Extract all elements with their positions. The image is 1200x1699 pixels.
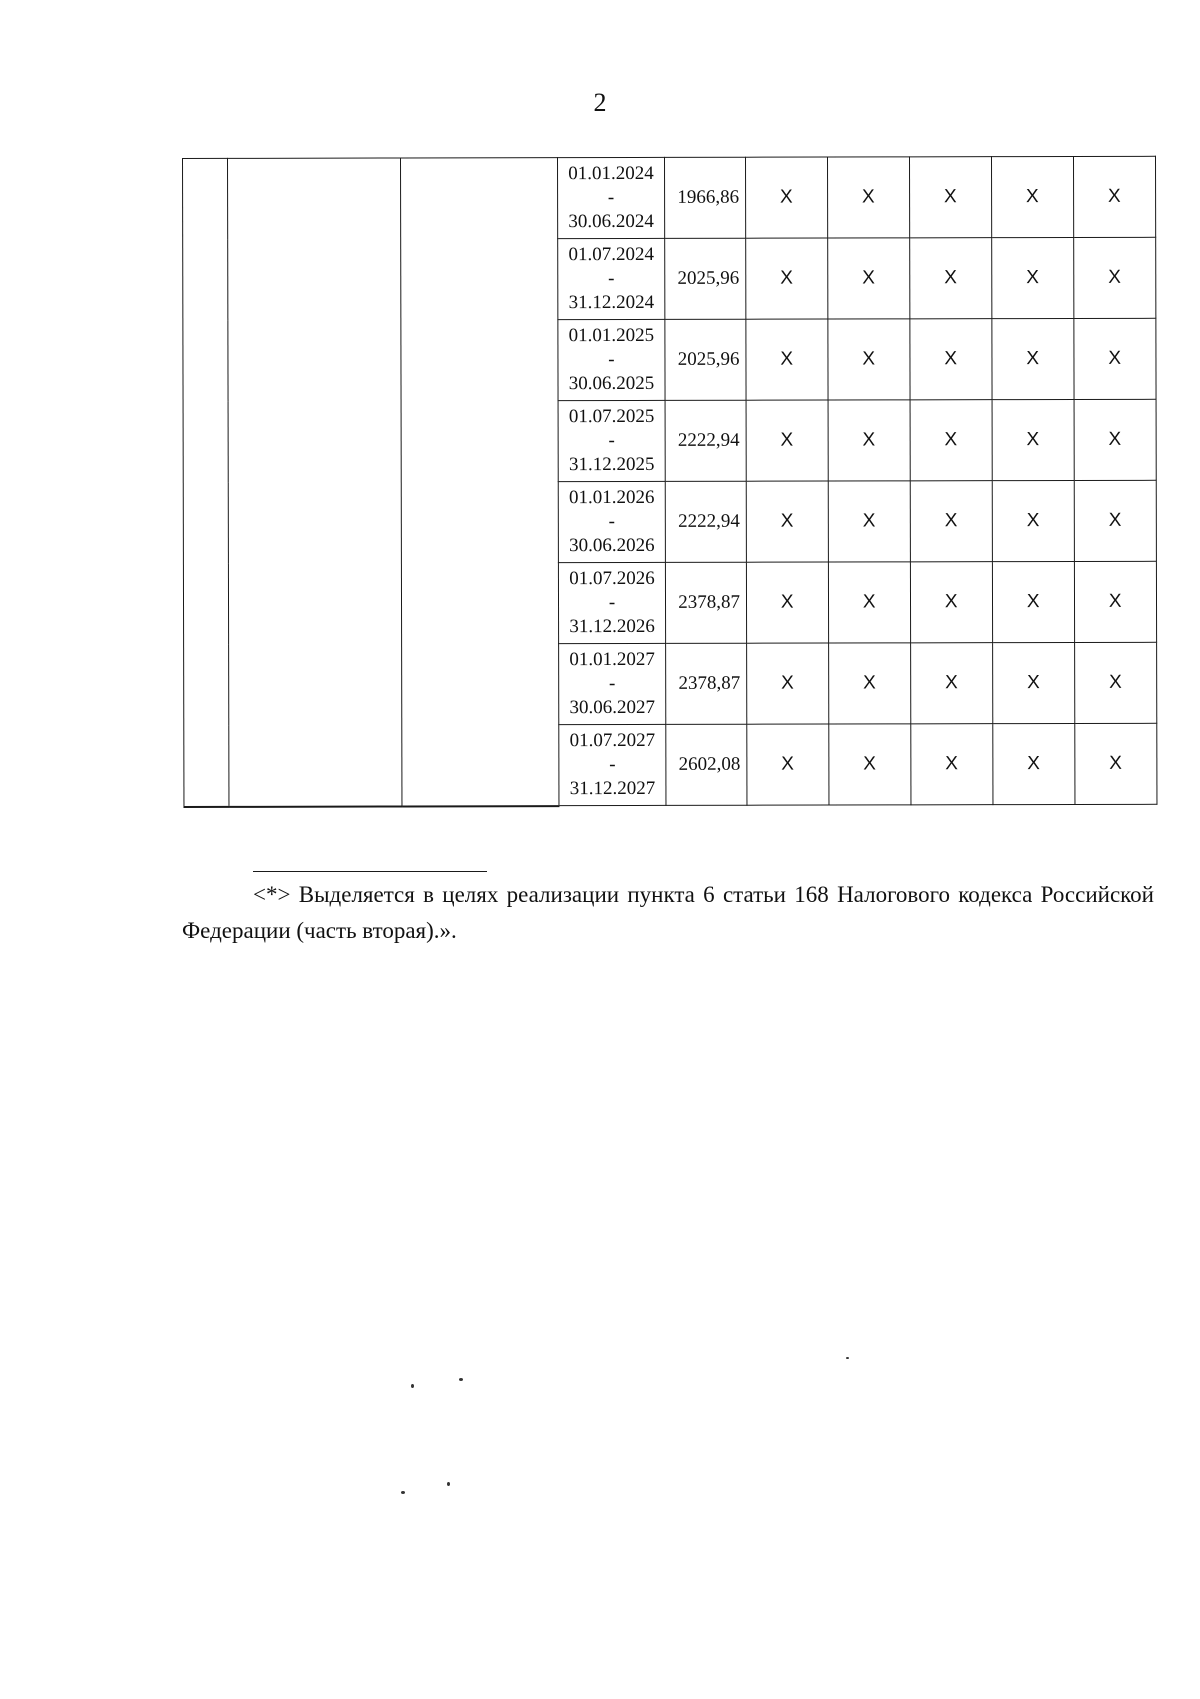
x-mark-cell: X bbox=[829, 724, 911, 805]
footnote-text: <*> Выделяется в целях реализации пункта 6 статьи 168 Налогового кодекса Российской Федерации (часть вторая).». bbox=[182, 882, 1154, 943]
period-cell bbox=[558, 157, 665, 238]
x-mark-cell: X bbox=[911, 724, 993, 805]
tariff-value: 2378,87 bbox=[666, 643, 747, 724]
x-mark-cell: X bbox=[992, 399, 1074, 480]
period-start: 01.07.2027 bbox=[569, 729, 656, 752]
x-mark-cell: X bbox=[828, 481, 910, 562]
table-row bbox=[183, 156, 1156, 239]
x-mark-cell: X bbox=[1074, 399, 1156, 480]
x-mark-cell: X bbox=[746, 238, 828, 319]
x-mark-cell: X bbox=[828, 238, 910, 319]
x-mark-cell: X bbox=[993, 723, 1075, 804]
x-mark-cell: X bbox=[828, 400, 910, 481]
period-end: 30.06.2024 bbox=[568, 210, 654, 233]
x-mark-cell: X bbox=[746, 481, 828, 562]
x-mark-cell: X bbox=[1074, 561, 1156, 642]
page-number: 2 bbox=[593, 88, 607, 117]
x-mark-cell: X bbox=[1075, 723, 1157, 804]
x-mark-cell: X bbox=[827, 157, 909, 238]
x-mark-cell: X bbox=[745, 157, 827, 238]
x-mark-cell: X bbox=[1075, 642, 1157, 723]
period-cell bbox=[558, 319, 665, 400]
scan-speck bbox=[401, 1491, 405, 1494]
period-separator: - bbox=[608, 268, 615, 290]
x-mark-cell: X bbox=[829, 643, 911, 724]
period-separator: - bbox=[608, 592, 616, 614]
x-mark-cell: X bbox=[1074, 480, 1156, 561]
period-end: 31.12.2024 bbox=[568, 291, 655, 314]
x-mark-cell: X bbox=[910, 319, 992, 400]
scan-speck bbox=[459, 1378, 463, 1381]
x-mark-cell: X bbox=[746, 319, 828, 400]
period-end: 31.12.2025 bbox=[568, 453, 655, 476]
period-cell bbox=[559, 643, 666, 724]
group-cell bbox=[401, 158, 559, 806]
x-mark-cell: X bbox=[992, 480, 1074, 561]
x-mark-cell: X bbox=[747, 724, 829, 805]
footnote-separator bbox=[253, 871, 487, 872]
scan-speck bbox=[846, 1357, 849, 1359]
period-separator: - bbox=[608, 430, 615, 452]
period-end: 30.06.2027 bbox=[569, 696, 656, 719]
x-mark-cell: X bbox=[1074, 237, 1156, 318]
x-mark-cell: X bbox=[993, 642, 1075, 723]
x-mark-cell: X bbox=[992, 318, 1074, 399]
tariff-value: 2378,87 bbox=[665, 562, 746, 643]
tariff-value: 2602,08 bbox=[666, 724, 747, 805]
period-separator: - bbox=[608, 349, 615, 371]
period-separator: - bbox=[609, 754, 616, 776]
tariff-value: 2025,96 bbox=[665, 238, 746, 319]
tariff-value: 2222,94 bbox=[665, 481, 746, 562]
x-mark-cell: X bbox=[992, 561, 1074, 642]
period-cell bbox=[558, 238, 665, 319]
scan-speck bbox=[447, 1482, 450, 1486]
period-start: 01.01.2027 bbox=[569, 648, 655, 671]
x-mark-cell: X bbox=[828, 562, 910, 643]
period-start: 01.01.2026 bbox=[568, 486, 655, 509]
name-cell bbox=[228, 158, 402, 806]
period-cell bbox=[558, 400, 665, 481]
period-separator: - bbox=[607, 187, 615, 209]
period-end: 31.12.2027 bbox=[569, 777, 656, 800]
period-start: 01.01.2025 bbox=[568, 324, 655, 347]
period-end: 30.06.2026 bbox=[569, 534, 655, 557]
x-mark-cell: X bbox=[911, 643, 993, 724]
x-mark-cell: X bbox=[909, 157, 991, 238]
x-mark-cell: X bbox=[746, 400, 828, 481]
x-mark-cell: X bbox=[910, 400, 992, 481]
period-cell bbox=[559, 724, 666, 805]
period-start: 01.07.2024 bbox=[568, 243, 654, 266]
x-mark-cell: X bbox=[1073, 156, 1155, 237]
tariff-value: 1966,86 bbox=[664, 157, 745, 238]
x-mark-cell: X bbox=[992, 237, 1074, 318]
x-mark-cell: X bbox=[910, 562, 992, 643]
tariff-table bbox=[182, 156, 1157, 808]
number-cell bbox=[183, 158, 229, 806]
x-mark-cell: X bbox=[991, 156, 1073, 237]
x-mark-cell: X bbox=[828, 319, 910, 400]
period-cell bbox=[558, 481, 665, 562]
table-body bbox=[183, 156, 1157, 806]
period-end: 31.12.2026 bbox=[569, 615, 655, 638]
period-end: 30.06.2025 bbox=[568, 372, 655, 395]
tariff-value: 2025,96 bbox=[665, 319, 746, 400]
x-mark-cell: X bbox=[910, 481, 992, 562]
x-mark-cell: X bbox=[1074, 318, 1156, 399]
period-separator: - bbox=[608, 511, 616, 533]
period-cell bbox=[558, 562, 665, 643]
scan-speck bbox=[411, 1384, 414, 1388]
tariff-value: 2222,94 bbox=[665, 400, 746, 481]
period-start: 01.01.2024 bbox=[568, 162, 654, 185]
x-mark-cell: X bbox=[910, 238, 992, 319]
x-mark-cell: X bbox=[747, 643, 829, 724]
period-separator: - bbox=[608, 673, 616, 695]
period-start: 01.07.2026 bbox=[569, 567, 655, 590]
x-mark-cell: X bbox=[746, 562, 828, 643]
period-start: 01.07.2025 bbox=[568, 405, 655, 428]
